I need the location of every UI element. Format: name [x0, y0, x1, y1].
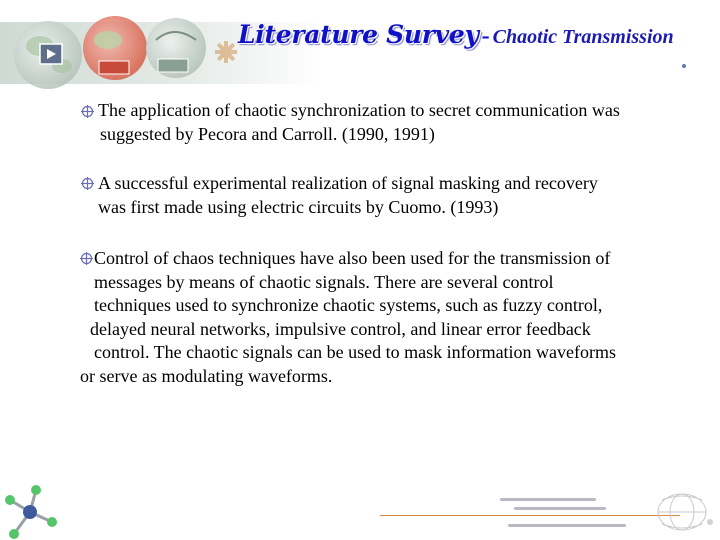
footer-globe-icon	[640, 488, 720, 536]
footer-rule	[380, 515, 680, 516]
bullet-3-line-1: Control of chaos techniques have also been used for the transmission of	[94, 248, 611, 268]
title-subtitle: Chaotic Transmission	[492, 26, 674, 48]
bullet-3-line-3: techniques used to synchronize chaotic systems, such as fuzzy control,	[94, 295, 603, 315]
bullet-1-line-2: suggested by Pecora and Carroll. (1990, 1991)	[100, 123, 435, 144]
bullet-2-line-2: was first made using electric circuits by Cuomo. (1993)	[98, 196, 499, 217]
slide-title	[238, 20, 674, 50]
crosshair-bullet-icon	[81, 177, 94, 190]
bullet-3-line-4: delayed neural networks, impulsive control, and linear error feedback	[90, 318, 591, 339]
title-main: Literature Survey	[238, 20, 479, 49]
molecule-icon	[0, 482, 60, 540]
globe-icon	[83, 16, 147, 80]
crosshair-bullet-icon	[81, 105, 94, 118]
bullet-3-line-2: messages by means of chaotic signals. There are several control	[94, 271, 554, 292]
bullet-3-line-6: or serve as modulating waveforms.	[80, 365, 333, 386]
gear-icon	[215, 41, 237, 63]
bullet-paragraph-2	[98, 172, 598, 219]
bullet-paragraph-3	[80, 247, 616, 388]
bullet-paragraph-1	[98, 99, 620, 146]
title-dash: -	[481, 23, 490, 49]
play-icon[interactable]	[40, 44, 62, 64]
bullet-3-line-5: control. The chaotic signals can be used to mask information waveforms	[94, 342, 617, 362]
bullet-1-line-1: The application of chaotic synchronization to secret communication was	[98, 100, 620, 120]
bullet-2-line-1: A successful experimental realization of signal masking and recovery	[98, 173, 598, 193]
